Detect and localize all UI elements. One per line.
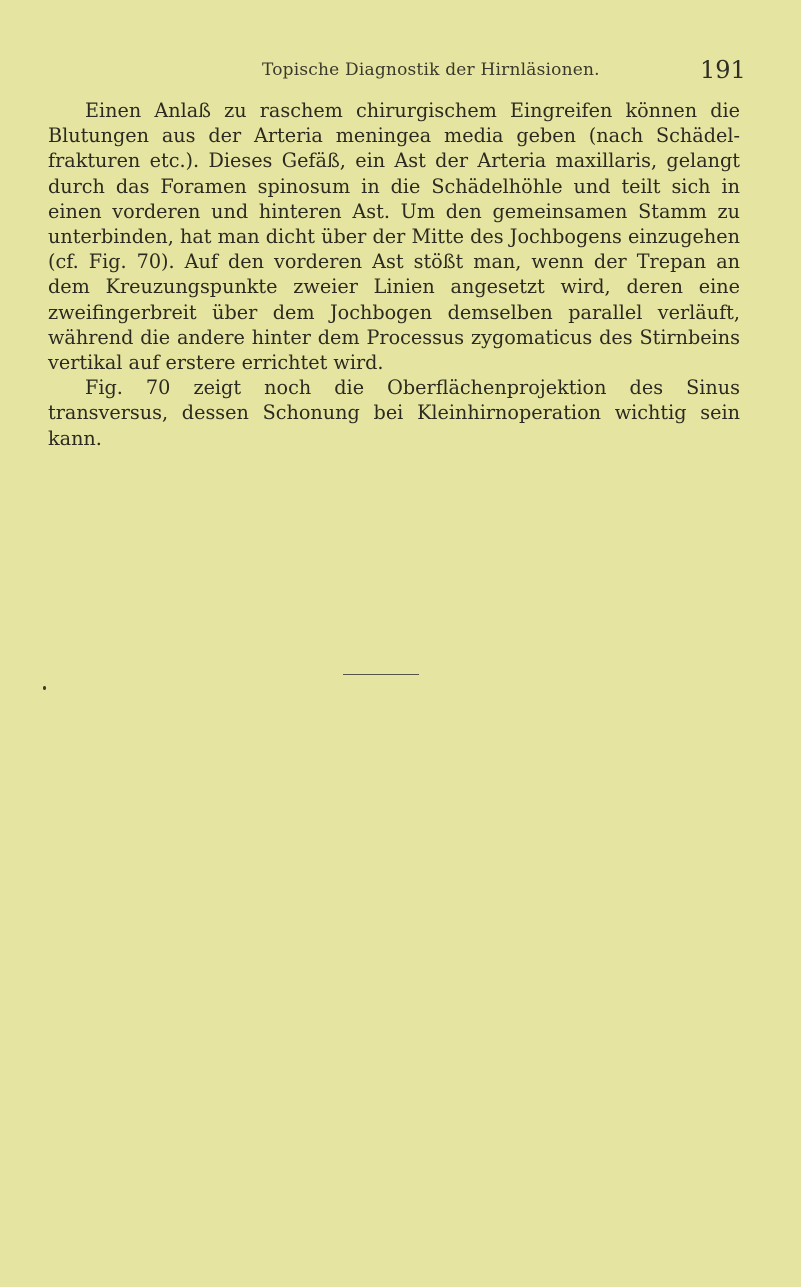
paragraph: Fig. 70 zeigt noch die Oberflächenprojektion des Sinus transversus, dessen Schonung bei Kleinhirnoperation wichtig sein kann.: [48, 376, 740, 450]
body-text: [48, 98, 740, 451]
section-divider: [343, 674, 419, 675]
running-head: Topische Diagnostik der Hirnläsionen.: [262, 60, 600, 80]
ink-speck: [43, 686, 46, 690]
paragraph: Einen Anlaß zu raschem chirurgischem Eingreifen können die Blutungen aus der Arteria meningea media geben (nach Schädelfrakturen etc.). Dieses Gefäß, ein Ast der Arteria maxillaris, gelangt durch das Foramen spinosum in die Schädelhöhle und teilt sich in einen vorderen und hinteren Ast. Um den gemeinsamen Stamm zu unterbinden, hat man dicht über der Mitte des Jochbogens einzugehen (cf. Fig. 70). Auf den vorderen Ast stößt man, wenn der Trepan an dem Kreuzungspunkte zweier Linien angesetzt wird, deren eine zweifingerbreit über dem Jochbogen demselben parallel verläuft, während die andere hinter dem Processus zygomaticus des Stirnbeins vertikal auf erstere errichtet wird.: [48, 99, 740, 375]
page-number: 191: [700, 56, 746, 84]
